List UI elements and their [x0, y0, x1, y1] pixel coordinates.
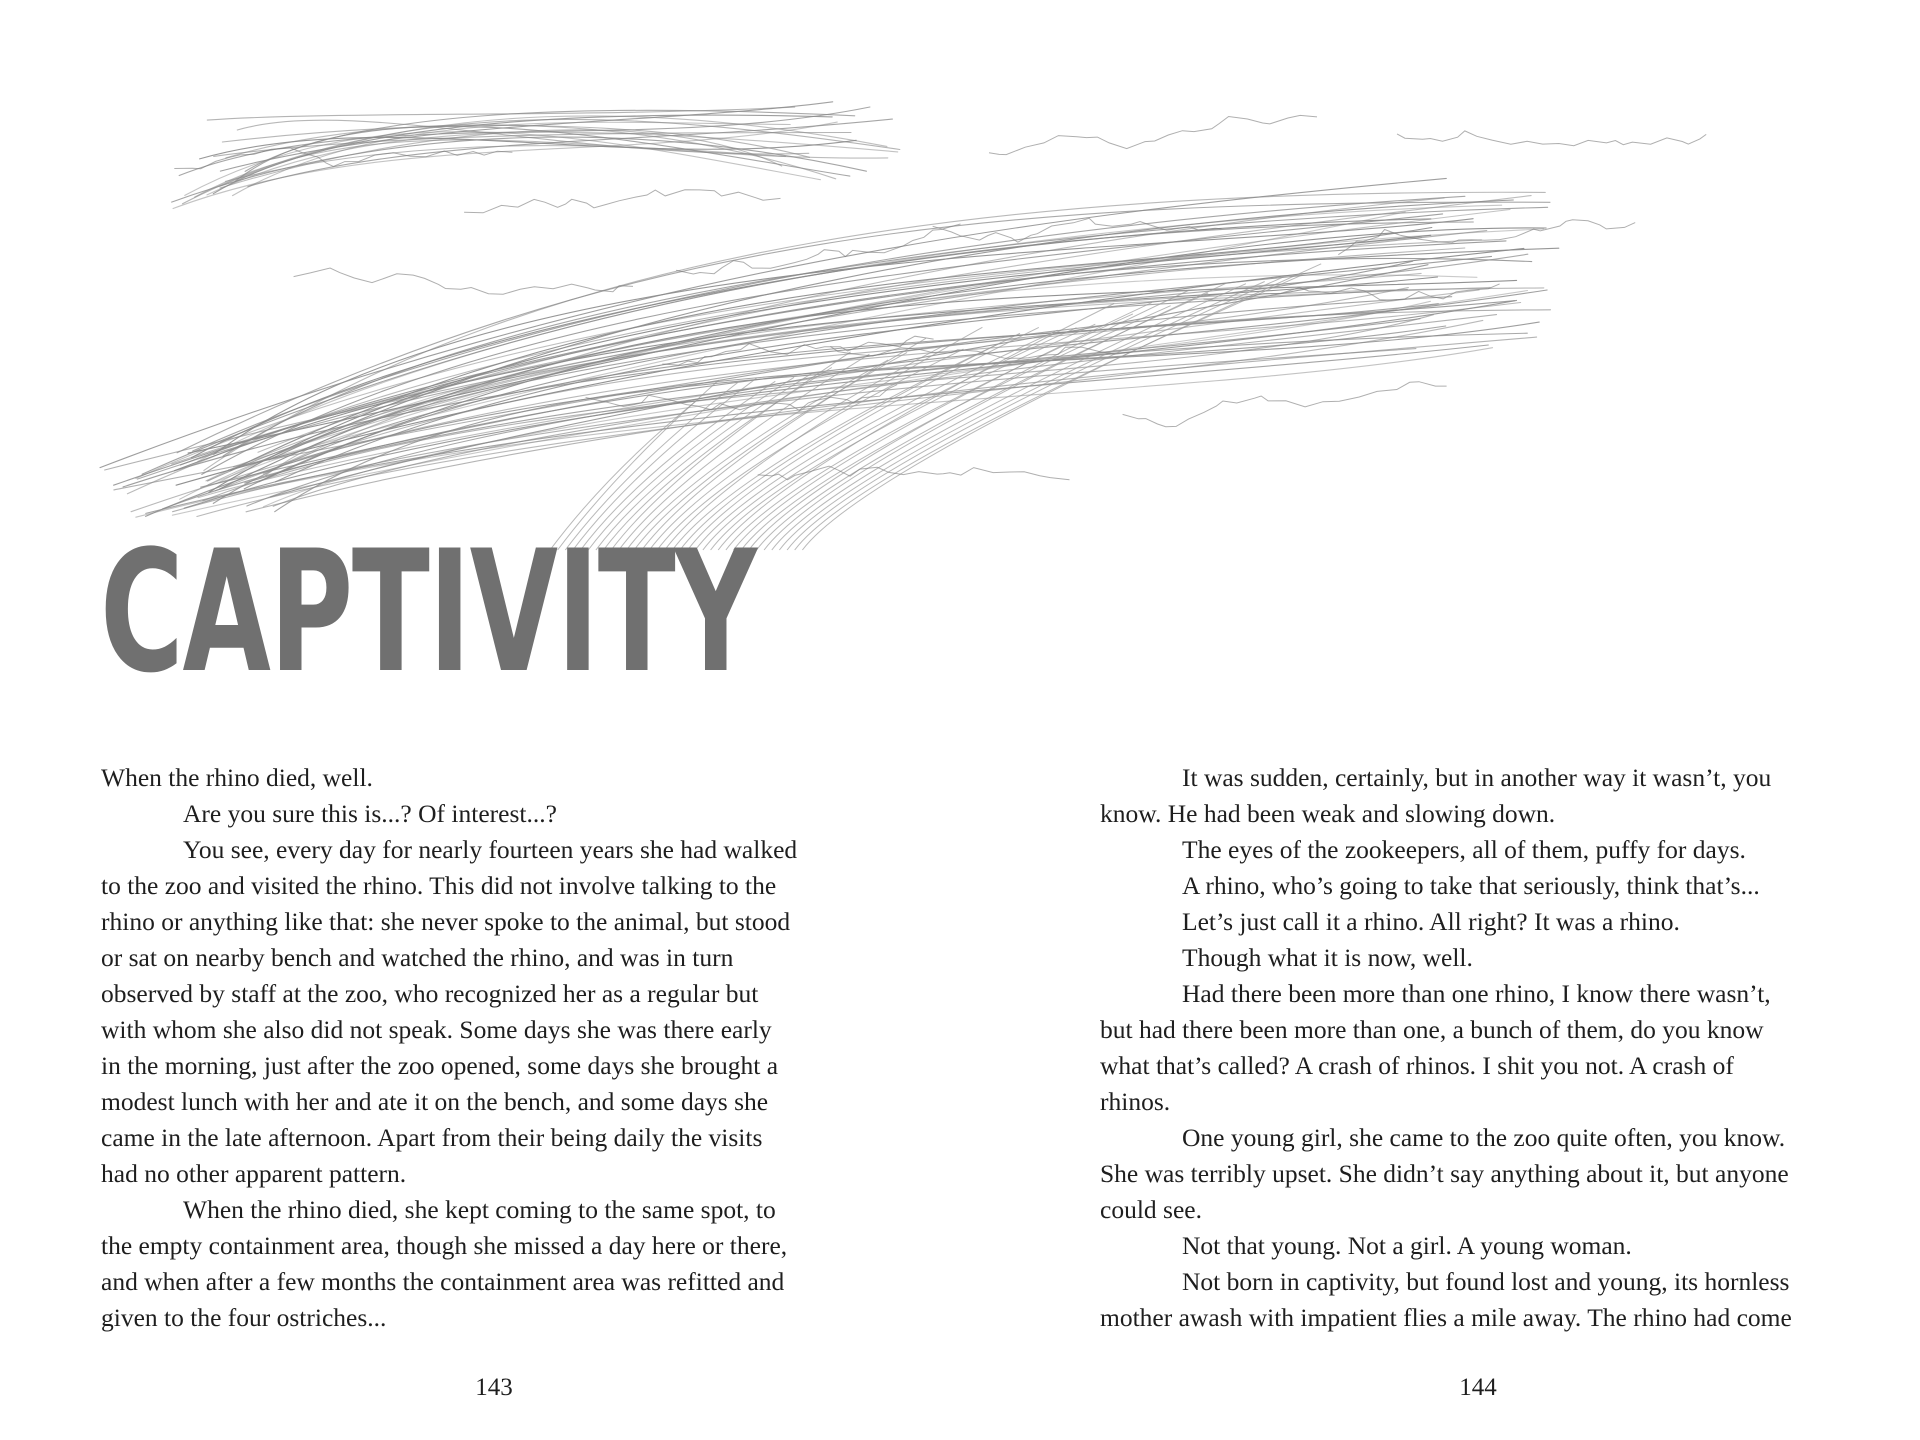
text-line: and when after a few months the containment area was refitted and: [101, 1267, 785, 1296]
flow-strand: [173, 349, 1416, 512]
text-line: When the rhino died, she kept coming to the same spot, to: [183, 1195, 776, 1224]
scribble-line: [676, 224, 960, 274]
text-line: Are you sure this is...? Of interest...?: [183, 799, 557, 828]
text-line: the empty containment area, though she missed a day here or there,: [101, 1231, 788, 1260]
text-line: Had there been more than one rhino, I know there wasn’t,: [1182, 979, 1771, 1008]
scribble-line: [464, 190, 780, 213]
fan-line: [795, 275, 1303, 550]
text-line: She was terribly upset. She didn’t say anything about it, but anyone: [1100, 1159, 1789, 1188]
text-line: modest lunch with her and ate it on the bench, and some days she: [101, 1087, 769, 1116]
text-line: rhinos.: [1100, 1087, 1171, 1116]
page-number-left: 143: [475, 1374, 513, 1401]
text-line: with whom she also did not speak. Some days she was there early: [101, 1015, 772, 1044]
text-line: When the rhino died, well.: [101, 763, 373, 792]
text-line: One young girl, she came to the zoo quite often, you know.: [1182, 1123, 1786, 1152]
flow-strand: [188, 228, 1546, 453]
text-line: in the morning, just after the zoo opened, some days she brought a: [101, 1051, 779, 1080]
scribble-line: [294, 268, 633, 294]
text-line: Not that young. Not a girl. A young woman.: [1182, 1231, 1632, 1260]
text-line: rhino or anything like that: she never spoke to the animal, but stood: [101, 907, 791, 936]
text-line: A rhino, who’s going to take that seriously, think that’s...: [1182, 871, 1760, 900]
text-line: Let’s just call it a rhino. All right? It was a rhino.: [1182, 907, 1680, 936]
text-line: Not born in captivity, but found lost and young, its hornless: [1182, 1267, 1790, 1296]
scribble-line: [1397, 131, 1706, 146]
right-page-body: [1100, 760, 1840, 1336]
flow-strand: [273, 315, 1496, 507]
text-line: The eyes of the zookeepers, all of them, puffy for days.: [1182, 835, 1746, 864]
text-line: to the zoo and visited the rhino. This did not involve talking to the: [101, 871, 777, 900]
text-line: what that’s called? A crash of rhinos. I shit you not. A crash of: [1100, 1051, 1734, 1080]
text-line: given to the four ostriches...: [101, 1303, 387, 1332]
text-line: or sat on nearby bench and watched the rhino, and was in turn: [101, 943, 734, 972]
text-line: Though what it is now, well.: [1182, 943, 1473, 972]
text-line: came in the late afternoon. Apart from their being daily the visits: [101, 1123, 763, 1152]
flow-strand: [275, 326, 1446, 512]
flow-strand: [146, 322, 1540, 516]
flow-strand: [258, 196, 1531, 453]
scribble-line: [1123, 382, 1447, 427]
text-line: observed by staff at the zoo, who recognized her as a regular but: [101, 979, 759, 1008]
text-line: but had there been more than one, a bunch of them, do you know: [1100, 1015, 1764, 1044]
text-line: mother awash with impatient flies a mile away. The rhino had come: [1100, 1303, 1792, 1332]
left-page-body: [101, 760, 841, 1336]
text-line: had no other apparent pattern.: [101, 1159, 407, 1188]
text-line: know. He had been weak and slowing down.: [1100, 799, 1556, 828]
wisp-strand: [195, 140, 888, 197]
text-line: could see.: [1100, 1195, 1202, 1224]
fan-line: [718, 304, 1114, 551]
chapter-title: CAPTIVITY: [100, 514, 756, 710]
text-line: It was sudden, certainly, but in another way it wasn’t, you: [1182, 763, 1772, 792]
page-number-right: 144: [1459, 1374, 1497, 1401]
flow-strand: [215, 288, 1408, 491]
fan-line: [757, 293, 1209, 550]
scribble-line: [989, 115, 1317, 154]
text-line: You see, every day for nearly fourteen years she had walked: [183, 835, 798, 864]
flow-strand: [208, 229, 1544, 485]
flow-strand: [204, 192, 1545, 470]
